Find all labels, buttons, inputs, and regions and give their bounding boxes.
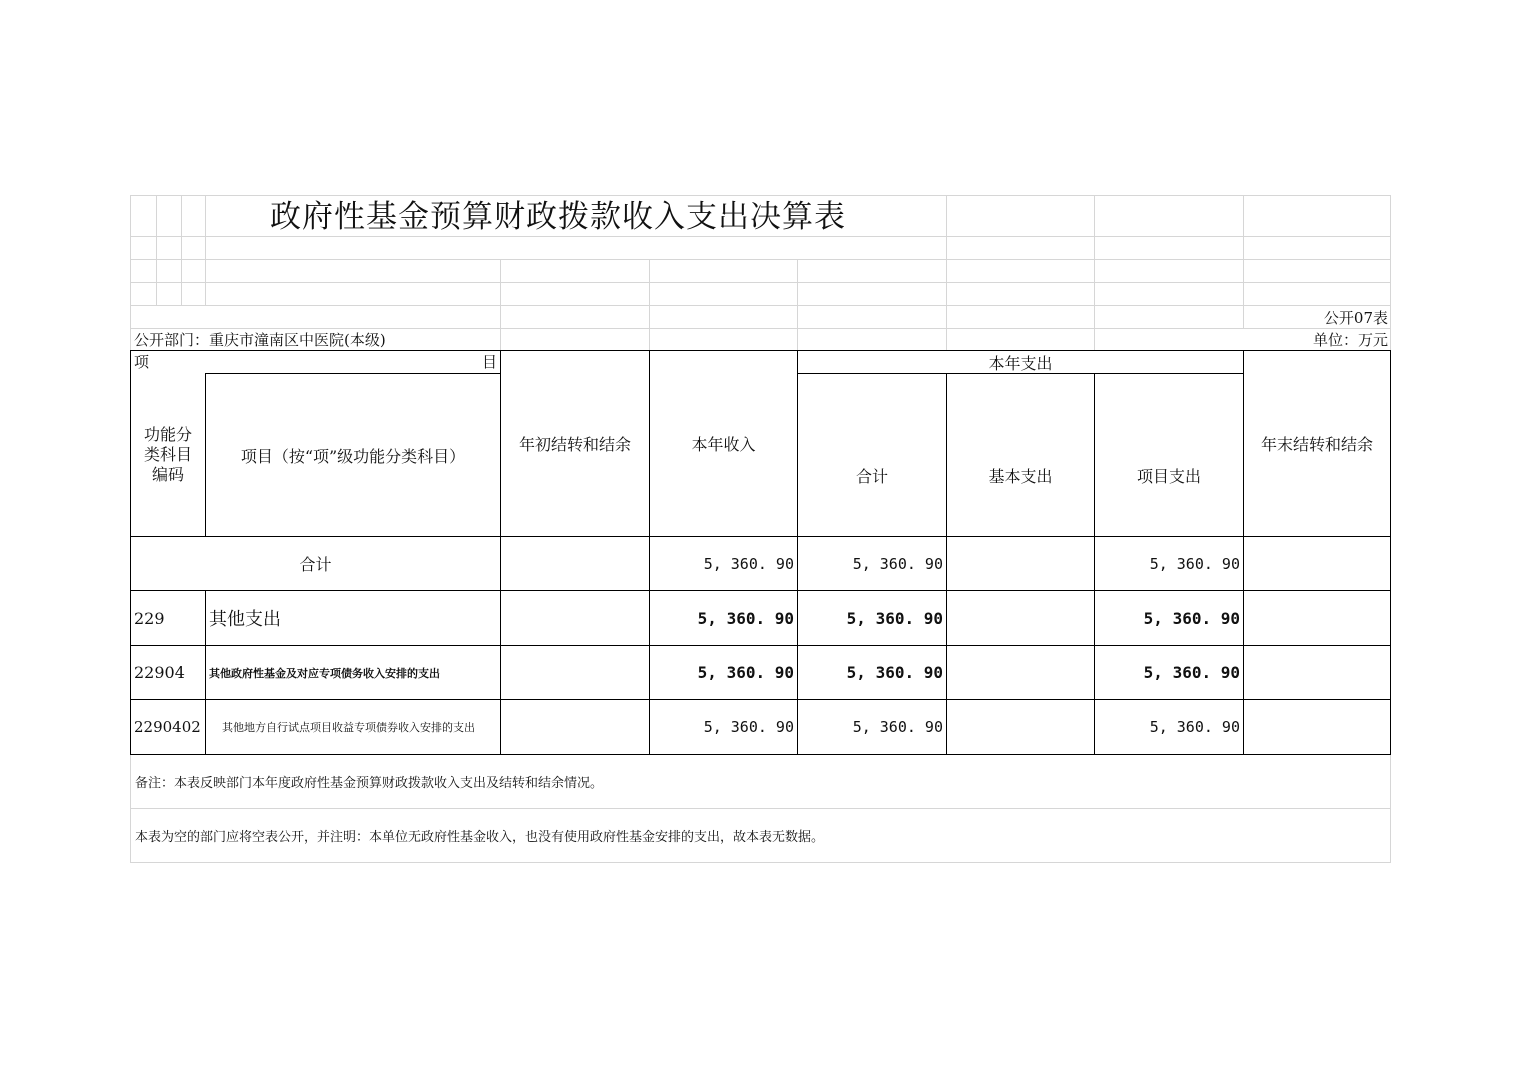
total-row-income: 5, 360. 90 xyxy=(703,554,794,573)
header-project: 项目支出 xyxy=(1136,466,1201,486)
total-row-label: 合计 xyxy=(299,555,332,574)
header-begin-balance: 年初结转和结余 xyxy=(518,435,631,454)
note-remark: 备注：本表反映部门本年度政府性基金预算财政拨款收入支出及结转和结余情况。 xyxy=(135,776,604,791)
row-22904-code: 22904 xyxy=(134,663,185,682)
row-22904-total: 5, 360. 90 xyxy=(846,663,943,682)
header-expense-group: 本年支出 xyxy=(988,353,1053,373)
header-project-left: 项 xyxy=(134,353,150,371)
row-22904-income: 5, 360. 90 xyxy=(697,663,794,682)
row-2290402-code: 2290402 xyxy=(134,718,201,736)
row-2290402-name: 其他地方自行试点项目收益专项债券收入安排的支出 xyxy=(222,721,475,734)
row-2290402-project: 5, 360. 90 xyxy=(1149,718,1240,736)
header-item-name: 项目（按“项”级功能分类科目） xyxy=(240,446,466,466)
row-229-project: 5, 360. 90 xyxy=(1143,608,1240,628)
header-income: 本年收入 xyxy=(691,435,756,454)
header-basic: 基本支出 xyxy=(988,466,1053,486)
total-row-project: 5, 360. 90 xyxy=(1149,554,1240,573)
row-229-name: 其他支出 xyxy=(209,609,281,630)
department-label: 公开部门：重庆市潼南区中医院(本级) xyxy=(134,331,386,349)
header-project-right: 目 xyxy=(482,353,498,371)
budget-sheet xyxy=(130,195,1391,863)
row-229-code: 229 xyxy=(134,608,165,628)
total-row-total: 5, 360. 90 xyxy=(852,554,943,573)
row-229-income: 5, 360. 90 xyxy=(697,608,794,628)
header-end-balance: 年末结转和结余 xyxy=(1260,435,1373,454)
row-22904-project: 5, 360. 90 xyxy=(1143,663,1240,682)
form-number: 公开07表 xyxy=(1323,309,1388,327)
row-2290402-total: 5, 360. 90 xyxy=(852,718,943,736)
header-function-code: 功能分类科目编码 xyxy=(143,425,192,484)
row-2290402-income: 5, 360. 90 xyxy=(703,718,794,736)
row-22904-name: 其他政府性基金及对应专项债务收入安排的支出 xyxy=(209,666,440,680)
page-title: 政府性基金预算财政拨款收入支出决算表 xyxy=(270,199,846,235)
header-total: 合计 xyxy=(855,466,888,486)
row-229-total: 5, 360. 90 xyxy=(846,608,943,628)
note-empty-table: 本表为空的部门应将空表公开，并注明：本单位无政府性基金收入，也没有使用政府性基金安排的支出，故本表无数据。 xyxy=(135,830,825,845)
unit-label: 单位：万元 xyxy=(1312,331,1388,349)
